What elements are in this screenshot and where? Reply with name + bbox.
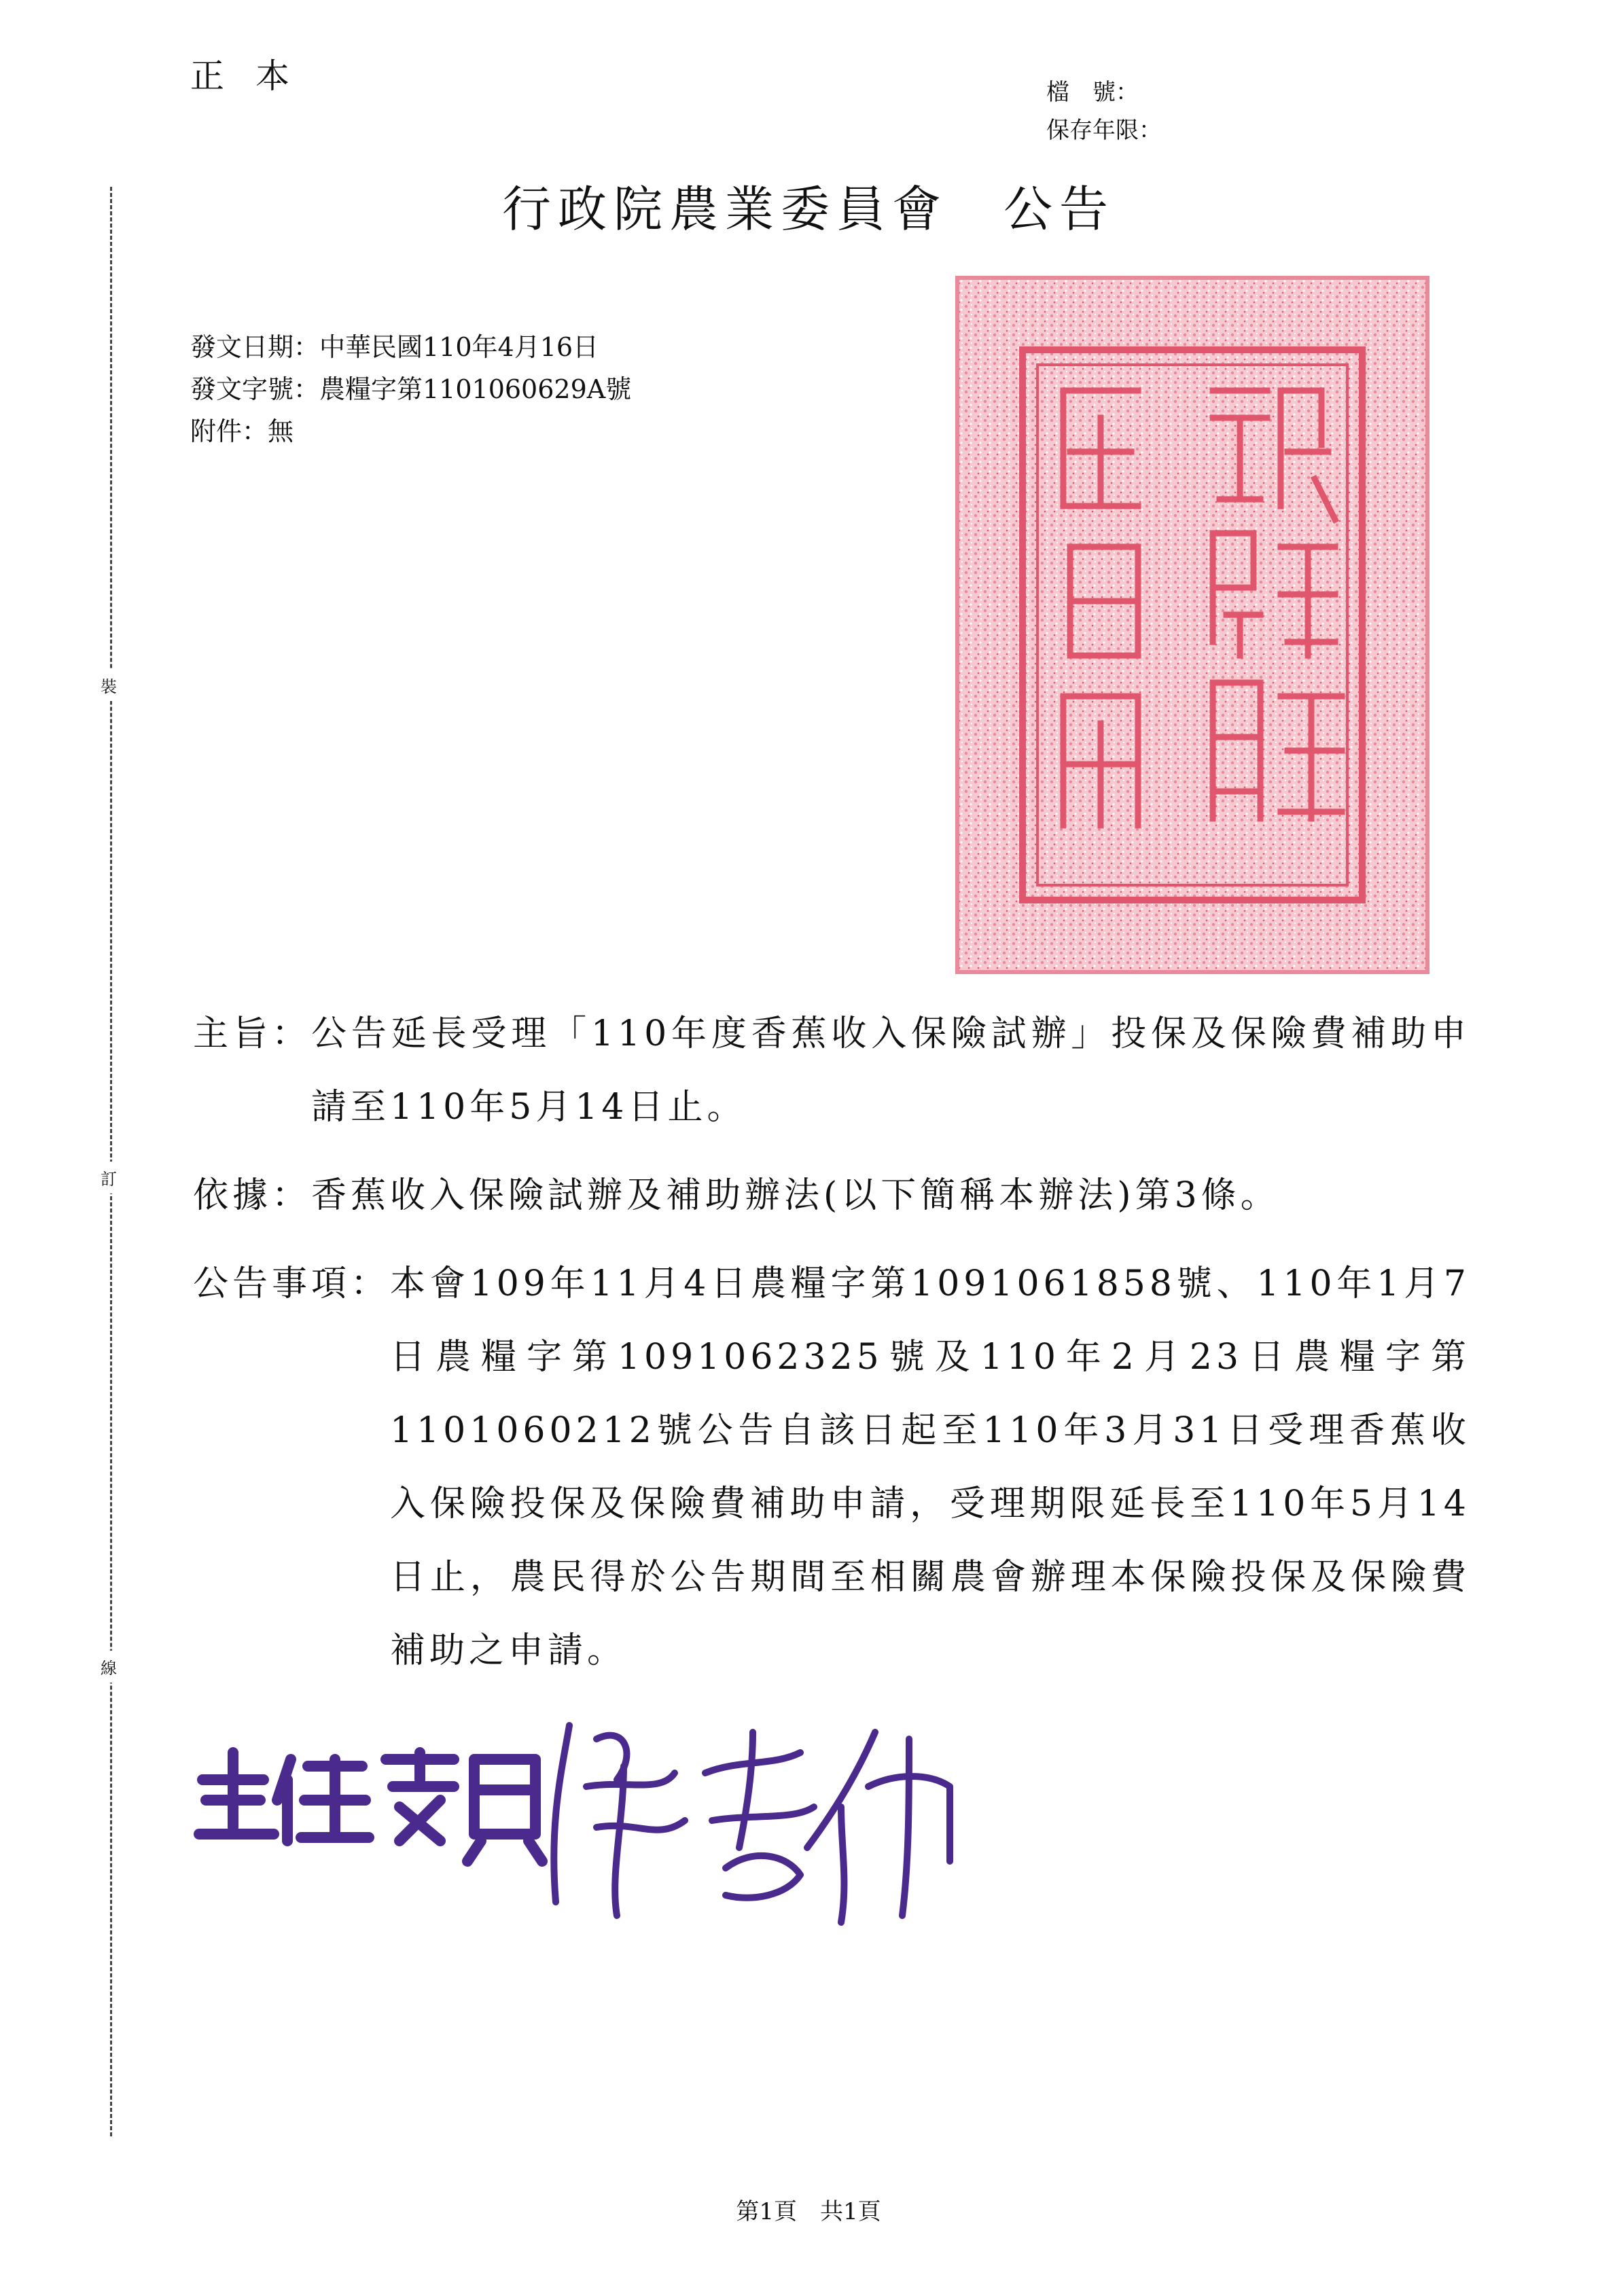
official-seal-graphic [955,275,1430,975]
binding-mark-ding: 訂 [99,1162,118,1194]
basis-label: 依據： [193,1175,312,1216]
announcement-body [193,997,1470,1702]
items-text: 本會109年11月4日農糧字第1091061858號、110年1月7日農糧字第1091062325號及110年2月23日農糧字第1101060212號公告自該日起至110年3月31日受理香蕉收入保險投保及保險費補助申請，受理期限延長至110年5月14日止，農民得於公告期間至相關農會辦理本保險投保及保險費補助之申請。 [390,1263,1470,1671]
subject-paragraph [193,997,1470,1144]
issue-info [190,326,631,452]
items-paragraph [193,1247,1470,1687]
items-label: 公告事項： [193,1263,391,1304]
official-seal [955,275,1430,975]
issue-date: 發文日期：中華民國110年4月16日 [190,332,599,362]
issue-document-number: 發文字號：農糧字第1101060629A號 [190,374,632,404]
signature-block [189,1698,970,1943]
copy-type-label: 正本 [190,56,321,96]
attachment-info: 附件：無 [190,416,294,446]
binding-mark-xian: 線 [99,1651,118,1683]
file-number-label: 檔 號： [1046,79,1139,106]
subject-text: 公告延長受理「110年度香蕉收入保險試辦」投保及保險費補助申請至110年5月14日止。 [311,1014,1470,1128]
file-meta [1046,73,1162,149]
signature-graphic [189,1698,970,1943]
retention-period-label: 保存年限： [1046,117,1162,144]
document-title: 行政院農業委員會 公告 [501,181,1115,238]
binding-mark-zhuang: 裝 [99,669,118,701]
subject-label: 主旨： [193,1014,312,1054]
basis-paragraph [193,1159,1470,1232]
basis-text: 香蕉收入保險試辦及補助辦法(以下簡稱本辦法)第3條。 [311,1175,1280,1216]
page-number: 第1頁 共1頁 [736,2198,881,2225]
